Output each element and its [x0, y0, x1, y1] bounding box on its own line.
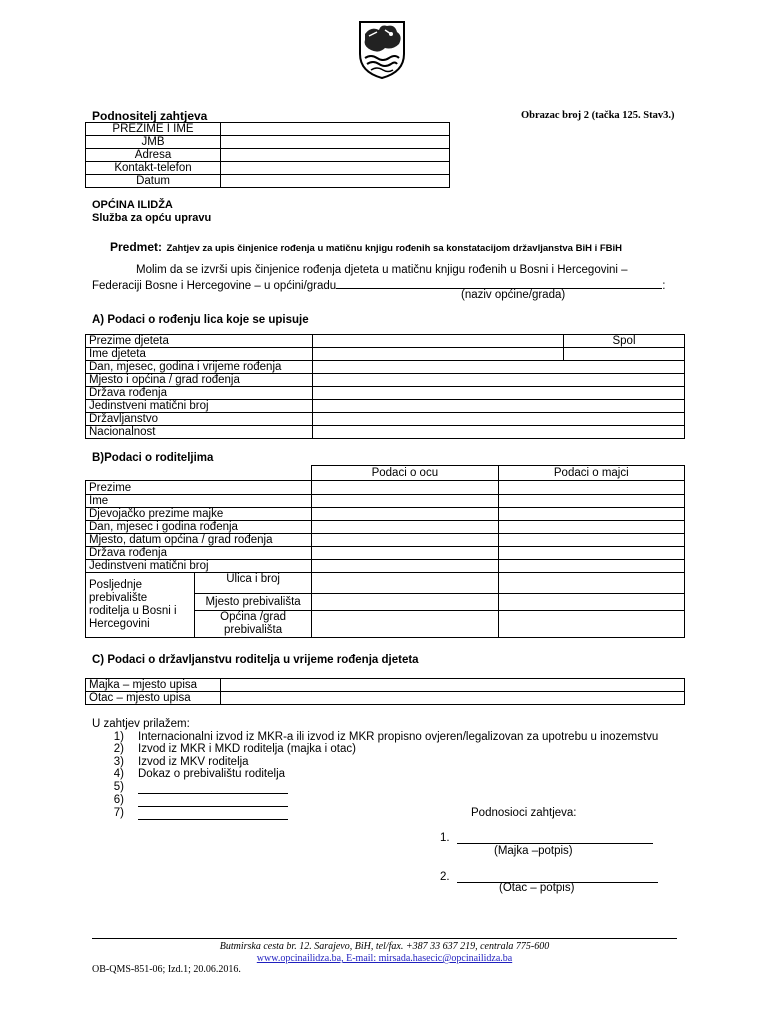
table-row: [86, 400, 685, 413]
table-row: [86, 495, 685, 508]
section-b-row-label: Dan, mjesec i godina rođenja: [86, 521, 312, 534]
applicant-name-input[interactable]: [221, 123, 450, 136]
section-a-row-label: Jedinstveni matični broj: [86, 400, 313, 413]
mother-signature-line[interactable]: [457, 843, 653, 844]
section-b-table: [85, 465, 685, 638]
applicant-jmb-input[interactable]: [221, 136, 450, 149]
child-surname-input[interactable]: [313, 335, 564, 348]
list-item: [100, 743, 356, 755]
applicant-address-input[interactable]: [221, 149, 450, 162]
list-item-text: Izvod iz MKR i MKD roditelja (majka i otac): [138, 743, 356, 755]
father-field[interactable]: [312, 611, 498, 638]
mother-field[interactable]: [498, 495, 684, 508]
table-row: [86, 413, 685, 426]
spol-label: Spol: [564, 335, 685, 348]
child-name-input[interactable]: [313, 348, 564, 361]
applicant-row-label: Kontakt-telefon: [86, 162, 221, 175]
section-c-row-label: Majka – mjesto upisa: [86, 679, 221, 692]
section-a-row-label: Nacionalnost: [86, 426, 313, 439]
attachment-5-input[interactable]: [138, 781, 288, 794]
list-item: [100, 807, 288, 823]
section-b-title: B)Podaci o roditeljima: [92, 452, 214, 464]
table-row: [86, 521, 685, 534]
section-b-row-label: Jedinstveni matični broj: [86, 560, 312, 573]
residence-sub-line: Općina /grad: [220, 611, 286, 623]
request-line-1: Molim da se izvrši upis činjenice rođenja djeteta u matičnu knjigu rođenih u Bosni i Hercegovini –: [136, 264, 628, 276]
mother-field[interactable]: [498, 521, 684, 534]
father-field[interactable]: [312, 534, 498, 547]
table-row: [86, 123, 450, 136]
table-row: [86, 374, 685, 387]
residence-label-line: roditelja u Bosni i: [89, 605, 177, 617]
request-hint: (naziv općine/grada): [461, 289, 566, 301]
mother-field[interactable]: [498, 573, 684, 594]
signatures-title: Podnosioci zahtjeva:: [471, 807, 577, 819]
mother-field[interactable]: [498, 547, 684, 560]
request-line-2-end: :: [662, 280, 666, 292]
attachments-title: U zahtjev prilažem:: [92, 718, 190, 730]
request-line-2: [92, 277, 665, 292]
residence-label-line: prebivalište: [89, 592, 148, 604]
footer-divider: [92, 938, 677, 939]
applicant-date-input[interactable]: [221, 175, 450, 188]
father-field[interactable]: [312, 594, 498, 611]
birth-date-time-input[interactable]: [313, 361, 685, 374]
section-c-row-label: Otac – mjesto upisa: [86, 692, 221, 705]
father-signature-caption: (Otac – potpis): [499, 882, 575, 894]
table-row: [86, 335, 685, 348]
list-item-number: 7): [113, 807, 124, 819]
list-item-number: 5): [113, 781, 124, 793]
footer-address: Butmirska cesta br. 12. Sarajevo, BiH, tel/fax. +387 33 637 219, centrala 775-600: [219, 941, 550, 952]
table-row: [86, 175, 450, 188]
list-item-number: 1): [113, 731, 124, 743]
table-row: [86, 426, 685, 439]
table-row: [86, 162, 450, 175]
table-row: [86, 508, 685, 521]
section-b-row-label: Ime: [86, 495, 312, 508]
residence-sub-label: Ulica i broj: [195, 573, 312, 594]
col-mother-header: Podaci o majci: [498, 466, 684, 481]
spol-input[interactable]: [564, 348, 685, 361]
father-registration-input[interactable]: [221, 692, 685, 705]
mother-signature-num: 1.: [440, 832, 450, 844]
section-a-row-label: Država rođenja: [86, 387, 313, 400]
section-a-title: A) Podaci o rođenju lica koje se upisuje: [92, 314, 309, 326]
list-item: [100, 731, 658, 743]
list-item-number: 3): [113, 756, 124, 768]
section-a-row-label: Državljanstvo: [86, 413, 313, 426]
subject-line: [110, 238, 622, 256]
table-row: [86, 560, 685, 573]
residence-sub-line: prebivališta: [223, 624, 283, 636]
authority-name: OPĆINA ILIDŽA: [92, 199, 173, 211]
table-row: [86, 534, 685, 547]
section-a-row-label: Ime djeteta: [86, 348, 313, 361]
applicant-title: Podnositelj zahtjeva: [92, 109, 208, 123]
father-field[interactable]: [312, 495, 498, 508]
list-item-text: Internacionalni izvod iz MKR-a ili izvod iz MKR propisno ovjeren/legalizovan za upotrebu u inozemstvu: [138, 731, 659, 743]
section-b-corner: [86, 466, 312, 481]
list-item-number: 2): [113, 743, 124, 755]
table-row: [86, 481, 685, 495]
subject-label: Predmet:: [110, 240, 163, 254]
attachment-7-input[interactable]: [138, 807, 288, 820]
municipality-input[interactable]: [336, 277, 662, 289]
mother-field[interactable]: [498, 594, 684, 611]
citizenship-input[interactable]: [313, 413, 685, 426]
list-item-number: 6): [113, 794, 124, 806]
applicant-table: [85, 122, 450, 188]
mother-field[interactable]: [498, 611, 684, 638]
table-row: [86, 692, 685, 705]
father-signature-num: 2.: [440, 871, 450, 883]
section-a-row-label: Dan, mjesec, godina i vrijeme rođenja: [86, 361, 313, 374]
mother-signature-caption: (Majka –potpis): [494, 845, 573, 857]
table-row: [86, 466, 685, 481]
table-row: [86, 679, 685, 692]
section-a-row-label: Prezime djeteta: [86, 335, 313, 348]
mother-field[interactable]: [498, 534, 684, 547]
list-item-text: Dokaz o prebivalištu roditelja: [138, 768, 286, 780]
applicant-row-label: PREZIME I IME: [86, 123, 221, 136]
father-field[interactable]: [312, 560, 498, 573]
applicant-row-label: Datum: [86, 175, 221, 188]
form-code: Obrazac broj 2 (tačka 125. Stav3.): [521, 110, 675, 121]
applicant-row-label: Adresa: [86, 149, 221, 162]
mother-registration-input[interactable]: [221, 679, 685, 692]
birth-country-input[interactable]: [313, 387, 685, 400]
table-row: [86, 149, 450, 162]
residence-sub-label: [195, 611, 312, 638]
residence-label: [86, 573, 195, 638]
section-a-table: [85, 334, 685, 439]
section-c-title: C) Podaci o državljanstvu roditelja u vrijeme rođenja djeteta: [92, 654, 419, 666]
section-b-row-label: Djevojačko prezime majke: [86, 508, 312, 521]
table-row: [86, 136, 450, 149]
residence-label-line: Hercegovini: [89, 618, 150, 630]
mother-field[interactable]: [498, 508, 684, 521]
list-item-text: Izvod iz MKV roditelja: [138, 756, 249, 768]
father-field[interactable]: [312, 508, 498, 521]
applicant-phone-input[interactable]: [221, 162, 450, 175]
section-b-row-label: Država rođenja: [86, 547, 312, 560]
father-field[interactable]: [312, 521, 498, 534]
residence-label-line: Posljednje: [89, 579, 143, 591]
section-b-row-label: Mjesto, datum općina / grad rođenja: [86, 534, 312, 547]
list-item: [100, 756, 249, 768]
child-jmb-input[interactable]: [313, 400, 685, 413]
section-a-row-label: Mjesto i općina / grad rođenja: [86, 374, 313, 387]
mother-field[interactable]: [498, 481, 684, 495]
col-father-header: Podaci o ocu: [312, 466, 498, 481]
request-line-2-text: Federaciji Bosne i Hercegovine – u općini/gradu: [92, 280, 337, 292]
list-item-number: 4): [113, 768, 124, 780]
authority-service: Služba za opću upravu: [92, 212, 212, 224]
father-field[interactable]: [312, 573, 498, 594]
list-item: [100, 768, 285, 780]
mother-field[interactable]: [498, 560, 684, 573]
table-row: [86, 547, 685, 560]
birth-place-input[interactable]: [313, 374, 685, 387]
attachment-6-input[interactable]: [138, 794, 288, 807]
applicant-row-label: JMB: [86, 136, 221, 149]
section-c-table: [85, 678, 685, 705]
nationality-input[interactable]: [313, 426, 685, 439]
father-field[interactable]: [312, 547, 498, 560]
table-row: [86, 361, 685, 374]
municipal-coat-of-arms-icon: [357, 20, 407, 80]
footer-links[interactable]: www.opcinailidza.ba, E-mail: mirsada.hasecic@opcinailidza.ba: [256, 953, 513, 964]
table-row: [86, 387, 685, 400]
section-b-row-label: Prezime: [86, 481, 312, 495]
father-field[interactable]: [312, 481, 498, 495]
footer-doc-code: OB-QMS-851-06; Izd.1; 20.06.2016.: [92, 964, 241, 975]
table-row: [86, 348, 685, 361]
residence-sub-label: Mjesto prebivališta: [195, 594, 312, 611]
table-row: [86, 573, 685, 594]
subject-text: Zahtjev za upis činjenice rođenja u matičnu knjigu rođenih sa konstatacijom državljanstva BiH i FBiH: [166, 243, 623, 254]
